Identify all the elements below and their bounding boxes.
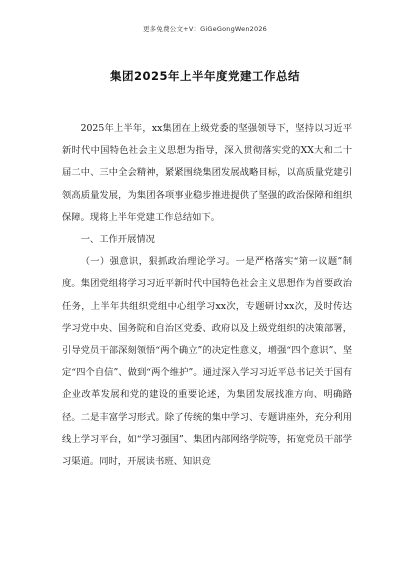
body-paragraph: （一）强意识，狠抓政治理论学习。一是严格落实“第一议题”制度。集团党组将学习习近平新时代中国特色社会主义思想作为首要政治任务，上半年共组织党组中心组学习xx次，专题研讨xx次，及时传达学习党中央、国务院和自治区党委、政府以及上级党组织的决策部署，引导党员干部深刻领悟“两个确立”的决定性意义，增强“四个意识”、坚定“四个自信”、做到“两个维护”。通过深入学习习近平总书记关于国有企业改革发展和党的建设的重要论述，为集团发展找准方向、明确路径。二是丰富学习形式。除了传统的集中学习、专题讲座外，充分利用线上学习平台，如“学习强国”、集团内部网络学院等，拓宽党员干部学习渠道。同时，开展读书班、知识竞: [62, 256, 352, 468]
section-heading: 一、工作开展情况: [80, 234, 155, 246]
document-body: [62, 118, 352, 473]
intro-paragraph: 2025年上半年，xx集团在上级党委的坚强领导下，坚持以习近平新时代中国特色社会主义思想为指导，深入贯彻落实党的XX大和二十届二中、三中全会精神，紧紧围绕集团发展战略目标，以高质量党建引领高质量发展，为集团各项事业稳步推进提供了坚强的政治保障和组织保障。现将上半年党建工作总结如下。: [62, 123, 352, 223]
header-note: 更多免费公文+V：GiGeGongWen2026: [142, 25, 268, 33]
document-title: 集团2025年上半年度党建工作总结: [109, 69, 300, 83]
